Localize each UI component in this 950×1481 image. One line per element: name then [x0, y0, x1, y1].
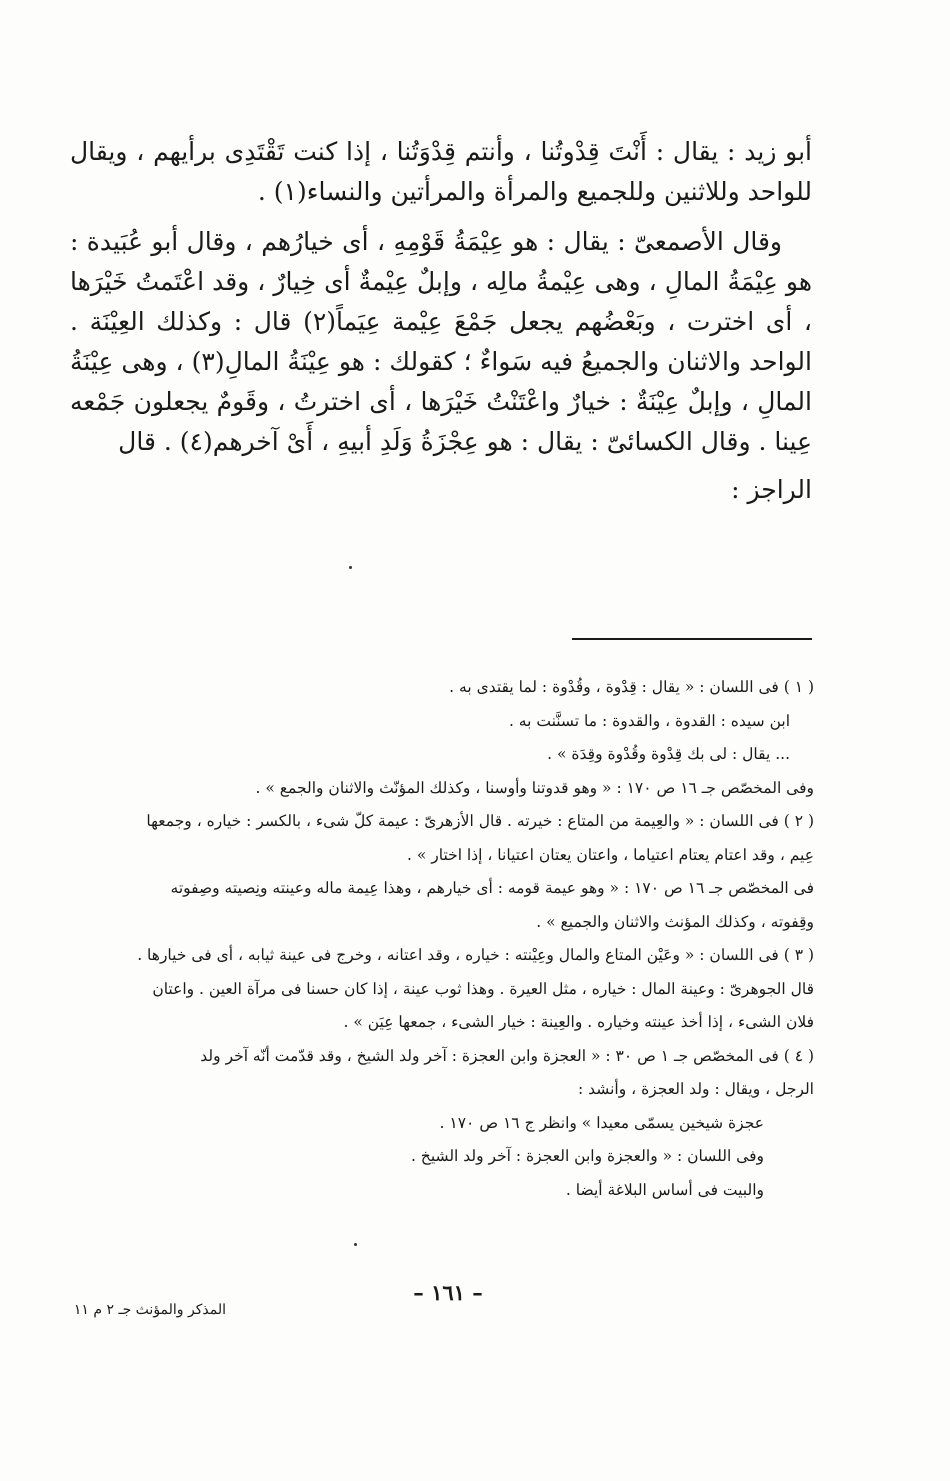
- ink-speck: [354, 1243, 357, 1246]
- footnote-line: فلان الشىء ، إذا أخذ عينته وخياره . والعِينة : خيار الشىء ، جمعها عِيَن » .: [343, 1013, 814, 1031]
- footnote-line: ( ٤ ) فى المخصّص جـ ١ ص ٣٠ : « العجزة وابن العجزة : آخر ولد الشيخ ، وقد قدّمت أنّه آخر ولد: [200, 1046, 814, 1065]
- footnote-line: وفى اللسان : « والعجزة وابن العجزة : آخر ولد الشيخ .: [410, 1147, 764, 1165]
- main-text: [70, 132, 812, 518]
- page-number: – ١٦١ –: [413, 1280, 483, 1305]
- footnotes: [70, 671, 814, 1207]
- paragraph-1: أبو زيد : يقال : أَنْتَ قِدْوتُنا ، وأنتم قِدْوَتُنا ، إذا كنت تَقْتَدِى برأيهم ، ويقال للواحد وللاثنين وللجميع والمرأة والمرأتين والنساء(١) .: [70, 137, 812, 206]
- footnote-line: وفى المخصّص جـ ١٦ ص ١٧٠ : « وهو قدوتنا وأوسنا ، وكذلك المؤنّث والاثنان والجمع » .: [255, 778, 814, 797]
- footnote-line: قال الجوهرىّ : وعينة المال : خياره ، مثل العيرة . وهذا ثوب عينة ، إذا كان حسنا فى مرآة العين . واعتان: [152, 979, 814, 998]
- footnote-line: وقِفوته ، وكذلك المؤنث والاثنان والجميع » .: [536, 912, 814, 931]
- footnote-line: والبيت فى أساس البلاغة أيضا .: [565, 1180, 764, 1199]
- footnote-line: عِيم ، وقد اعتام يعتام اعتياما ، واعتان يعتان اعتيانا ، إذا اختار » .: [406, 845, 814, 864]
- footnote-line: ابن سيده : القدوة ، والقدوة : ما تسنَّنت به .: [508, 711, 790, 730]
- footnote-line: الرجل ، ويقال : ولد العجزة ، وأنشد :: [578, 1080, 814, 1098]
- paragraph-3: الراجز :: [731, 475, 812, 504]
- footnote-line: ( ٢ ) فى اللسان : « والعِيمة من المتاع : خيرته . قال الأزهرىّ : عيمة كلّ شىء ، بالكسر : خياره ، وجمعها: [146, 812, 814, 830]
- footnote-divider: [572, 638, 812, 640]
- footnote-line: ( ١ ) فى اللسان : « يقال : قِدْوة ، وقُدْوة : لما يقتدى به .: [449, 678, 814, 696]
- footnote-line: عجزة شيخين يسمّى معيدا » وانظر ج ١٦ ص ١٧٠ .: [439, 1113, 764, 1132]
- footnote-line: ( ٣ ) فى اللسان : « وعَيْن المتاع والمال وعِيْنته : خياره ، وقد اعتانه ، وخرج فى عينة ثيابه ، أى فى خيارها .: [137, 946, 814, 964]
- footnote-line: فى المخصّص جـ ١٦ ص ١٧٠ : « وهو عيمة قومه : أى خيارهم ، وهذا عِيمة ماله وعينته ونِصيته وصِفوته: [170, 879, 814, 897]
- footnote-line: ... يقال : لى بك قِدْوة وقُدْوة وقِدَة » .: [547, 745, 790, 763]
- signature-mark: المذكر والمؤنث جـ ٢ م ١١: [73, 1302, 226, 1318]
- ink-speck: [349, 566, 352, 569]
- paragraph-2: وقال الأصمعىّ : يقال : هو عِيْمَةُ قَوْمِهِ ، أى خيارُهم ، وقال أبو عُبَيدة : هو عِيْمَةُ المالِ ، وهى عِيْمةُ مالِه ، وإبلٌ عِيْمةٌ أى خِيارٌ ، وقد اعْتَمتُ خَيْرَها ، أى اخترت ، وبَعْضُهم يجعل جَمْعَ عِيْمة عِيَماً(٢) قال : وكذلك العِيْنَة . الواحد والاثنان والجميعُ فيه سَواءٌ ؛ كقولك : هو عِيْنَةُ المالِ(٣) ، وهى عِيْنَةُ المالِ ، وإبلٌ عِيْنَةٌ : خيارٌ واعْتَنْتُ خَيْرَها ، أى اخترتُ ، وقَومٌ يجعلون جَمْعه عِينا . وقال الكسائىّ : يقال : هو عِجْزَةُ وَلَدِ أبيهِ ، أَىْ آخرهم(٤) . قال: [70, 227, 812, 456]
